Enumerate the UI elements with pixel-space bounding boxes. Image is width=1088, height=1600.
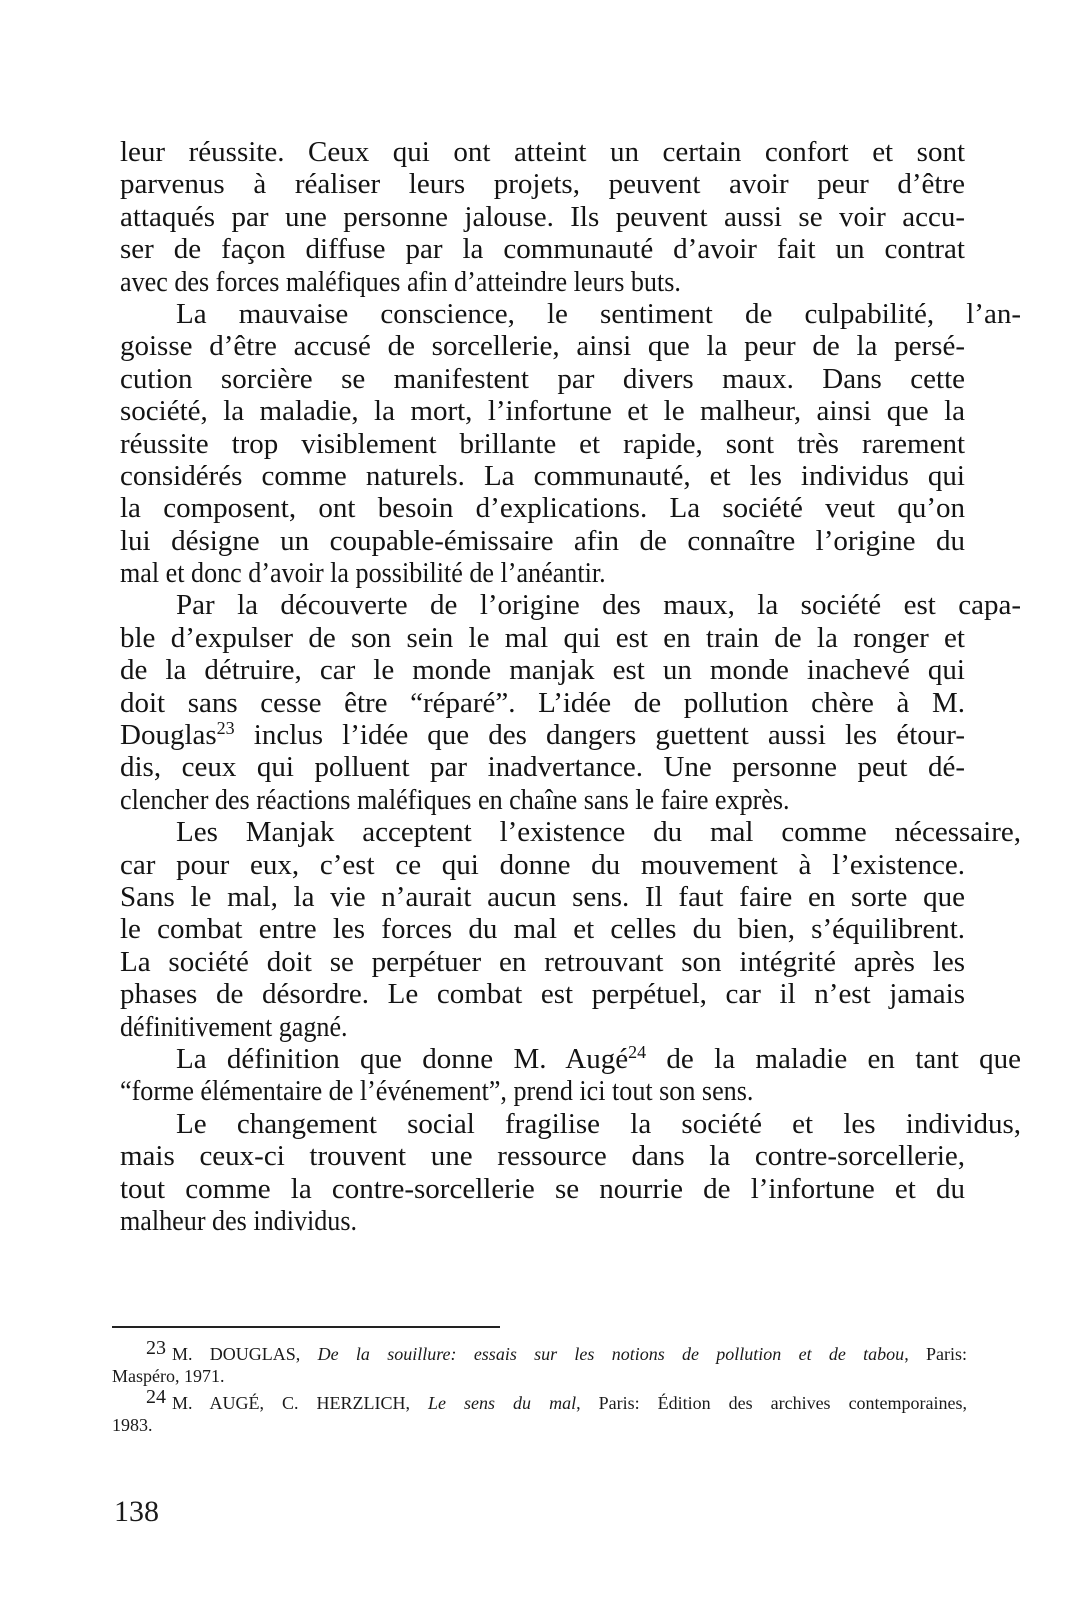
footnote-separator — [112, 1326, 500, 1328]
footnote-number: 24 — [146, 1386, 166, 1408]
text-line: cution sorcière se manifestent par divers maux. Dans cette — [120, 362, 965, 395]
body-text — [120, 136, 1021, 1237]
text-line: car pour eux, c’est ce qui donne du mouvement à l’existence. — [120, 848, 965, 881]
footnote-publisher: , Paris: Édition des archives contemporaines, — [576, 1393, 968, 1413]
text-line: clencher des réactions maléfiques en chaîne sans le faire exprès. — [120, 783, 790, 816]
text-line: Les Manjak acceptent l’existence du mal comme nécessaire, — [176, 816, 1021, 849]
text-line: le combat entre les forces du mal et celles du bien, s’équilibrent. — [120, 913, 965, 946]
text-line: avec des forces maléfiques afin d’atteindre leurs buts. — [120, 265, 681, 298]
text-line: dis, ceux qui polluent par inadvertance. Une personne peut dé- — [120, 751, 965, 784]
text-line: La mauvaise conscience, le sentiment de culpabilité, l’an- — [176, 297, 1021, 330]
footnote-author: M. AUGÉ, C. HERZLICH, — [172, 1393, 411, 1413]
text-line: La définition que donne M. Augé$^{24}$ de la maladie en tant que — [176, 1041, 1021, 1075]
text-line: définitivement gagné. — [120, 1010, 348, 1043]
text-line: malheur des individus. — [120, 1204, 358, 1237]
text-line: doit sans cesse être “réparé”. L’idée de pollution chère à M. — [120, 686, 965, 719]
text-line: phases de désordre. Le combat est perpétuel, car il n’est jamais — [120, 978, 965, 1011]
text-line: Douglas$^{23}$ inclus l’idée que des dangers guettent aussi les étour- — [120, 718, 965, 752]
text-line: société, la maladie, la mort, l’infortune et le malheur, ainsi que la — [120, 395, 965, 428]
text-line: Le changement social fragilise la société et les individus, — [176, 1107, 1021, 1140]
text-line: considérés comme naturels. La communauté, et les individus qui — [120, 459, 965, 492]
text-line: mais ceux-ci trouvent une ressource dans la contre-sorcellerie, — [120, 1140, 965, 1173]
footnotes — [112, 1338, 967, 1436]
text-line: réussite trop visiblement brillante et rapide, sont très rarement — [120, 427, 965, 460]
text-line: la composent, ont besoin d’explications. La société veut qu’on — [120, 492, 965, 525]
footnote-reference: 23 — [216, 718, 235, 739]
footnote-publisher: , Paris: — [904, 1344, 967, 1364]
text-line: lui désigne un coupable-émissaire afin de connaître l’origine du — [120, 524, 965, 557]
text-line: leur réussite. Ceux qui ont atteint un certain confort et sont — [120, 136, 965, 168]
text-line: Par la découverte de l’origine des maux, la société est capa- — [176, 589, 1021, 622]
text-line: ble d’expulser de son sein le mal qui est en train de la ronger et — [120, 621, 965, 654]
footnote-23-line2: Maspéro, 1971. — [112, 1365, 225, 1386]
footnote-title: Le sens du mal — [428, 1393, 577, 1413]
footnote-reference: 24 — [628, 1041, 647, 1062]
footnote-24-line2: 1983. — [112, 1414, 153, 1435]
text-line: ser de façon diffuse par la communauté d’avoir fait un contrat — [120, 233, 965, 266]
text-line: parvenus à réaliser leurs projets, peuvent avoir peur d’être — [120, 168, 965, 201]
footnote-author: M. DOUGLAS, — [172, 1344, 301, 1364]
footnote-number: 23 — [146, 1337, 166, 1359]
text-line: Sans le mal, la vie n’aurait aucun sens. Il faut faire en sorte que — [120, 880, 965, 913]
text-line: mal et donc d’avoir la possibilité de l’anéantir. — [120, 557, 606, 590]
page-number: 138 — [114, 1495, 159, 1528]
text-line: attaqués par une personne jalouse. Ils peuvent aussi se voir accu- — [120, 200, 965, 233]
text-line: de la détruire, car le monde manjak est un monde inachevé qui — [120, 654, 965, 687]
footnote-23-line1 — [112, 1338, 967, 1366]
text-line: goisse d’être accusé de sorcellerie, ainsi que la peur de la persé- — [120, 330, 965, 363]
text-line: “forme élémentaire de l’événement”, prend ici tout son sens. — [120, 1075, 754, 1108]
footnote-title: De la souillure: essais sur les notions de pollution et de tabou — [317, 1344, 905, 1364]
text-line: tout comme la contre-sorcellerie se nourrie de l’infortune et du — [120, 1172, 965, 1205]
footnote-24-line1 — [112, 1387, 967, 1415]
text-line: La société doit se perpétuer en retrouvant son intégrité après les — [120, 945, 965, 978]
